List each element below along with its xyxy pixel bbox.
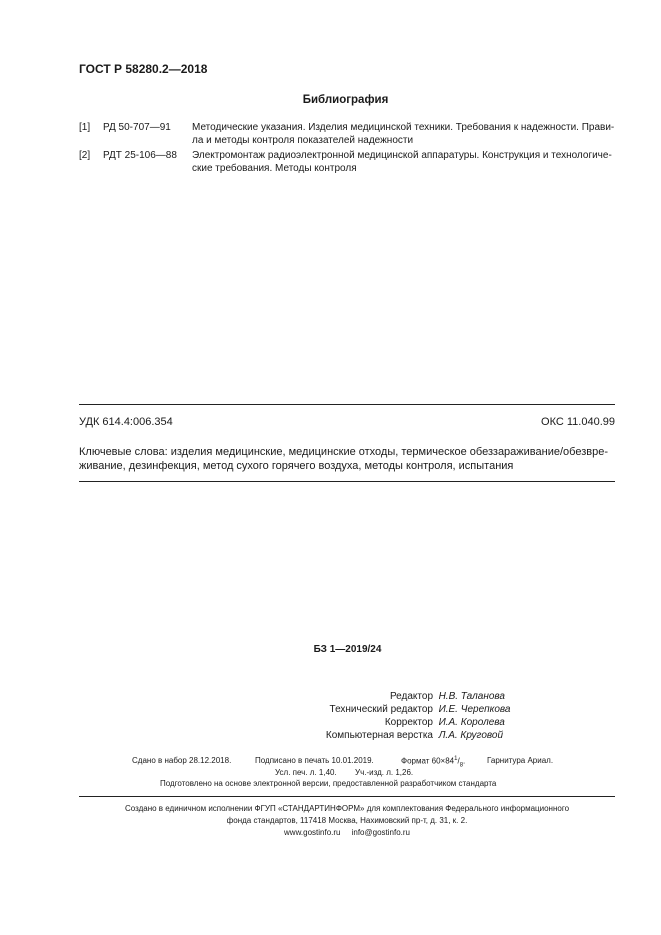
staff-name: И.А. Королева: [438, 717, 505, 728]
print-format: Формат $60\times 84^1/_8$.: [401, 756, 466, 769]
print-sheets: Усл. печ. л. 1,40.: [275, 768, 337, 777]
bibliography-item-number: [2]: [79, 150, 91, 161]
staff-role: Корректор: [384, 717, 433, 728]
bibliography-item-number: [1]: [79, 122, 91, 133]
divider-top: [79, 404, 615, 405]
document-code: ГОСТ Р 58280.2—2018: [79, 62, 208, 76]
bibliography-item: [79, 149, 615, 175]
staff-role: Редактор: [389, 691, 433, 702]
bibliography-title: Библиография: [302, 94, 389, 106]
oks-code: ОКС 11.040.99: [541, 416, 615, 428]
staff-name: И.Е. Черепкова: [438, 704, 511, 715]
print-edition: Уч.-изд. л. 1,26.: [355, 768, 414, 777]
bibliography-item-text: [192, 149, 615, 175]
staff-row: [200, 690, 510, 703]
staff-row: [200, 703, 510, 716]
print-format-denominator: 8: [459, 762, 464, 769]
footer-contacts: [79, 827, 615, 839]
bibliography-item-line: ские требования. Методы контроля: [192, 163, 357, 174]
bibliography-item-code: РД 50-707—91: [103, 122, 171, 133]
bibliography-item-code: РДТ 25-106—88: [103, 150, 177, 161]
footer-email-link[interactable]: info@gostinfo.ru: [351, 828, 410, 837]
staff-role: Компьютерная верстка: [325, 730, 433, 741]
footer-line: Создано в единичном исполнении ФГУП «СТАНДАРТИНФОРМ» для комплектования Федерального информационного: [124, 804, 570, 813]
staff-role: Технический редактор: [329, 704, 433, 715]
staff-row: [200, 729, 510, 742]
keywords-line: живание, дезинфекция, метод сухого горячего воздуха, методы контроля, испытания: [79, 460, 514, 472]
bibliography-item-text: [192, 121, 615, 147]
footer: [79, 803, 615, 839]
divider-footer: [79, 796, 615, 797]
keywords: [79, 445, 615, 473]
footer-line: фонда стандартов, 117418 Москва, Нахимовский пр-т, д. 31, к. 2.: [226, 816, 468, 825]
print-format-prefix: Формат 60×84: [401, 756, 455, 766]
print-signed: Подписано в печать 10.01.2019.: [255, 756, 374, 765]
bibliography-item-line: ла и методы контроля показателей надежности: [192, 135, 414, 146]
bz-number: БЗ 1—2019/24: [313, 644, 382, 655]
divider-keywords: [79, 481, 615, 482]
keywords-line: Ключевые слова: изделия медицинские, медицинские отходы, термическое обеззараживание/обезвре-: [79, 446, 608, 458]
bibliography-item: [79, 121, 615, 147]
staff-name: Н.В. Таланова: [438, 691, 505, 702]
print-font: Гарнитура Ариал.: [487, 756, 554, 765]
print-format-numerator: 1: [454, 756, 458, 762]
footer-website-link[interactable]: www.gostinfo.ru: [284, 828, 341, 837]
print-submitted: Сдано в набор 28.12.2018.: [132, 756, 232, 765]
staff-name: Л.А. Круговой: [438, 730, 504, 741]
print-prepared: Подготовлено на основе электронной версии, предоставленной разработчиком стандарта: [160, 779, 497, 788]
udk-code: УДК 614.4:006.354: [79, 416, 173, 428]
bibliography-item-line: Методические указания. Изделия медицинской техники. Требования к надежности. Прави-: [192, 122, 615, 133]
bibliography-item-line: Электромонтаж радиоэлектронной медицинской аппаратуры. Конструкция и технологиче-: [192, 150, 612, 161]
staff-row: [200, 716, 510, 729]
